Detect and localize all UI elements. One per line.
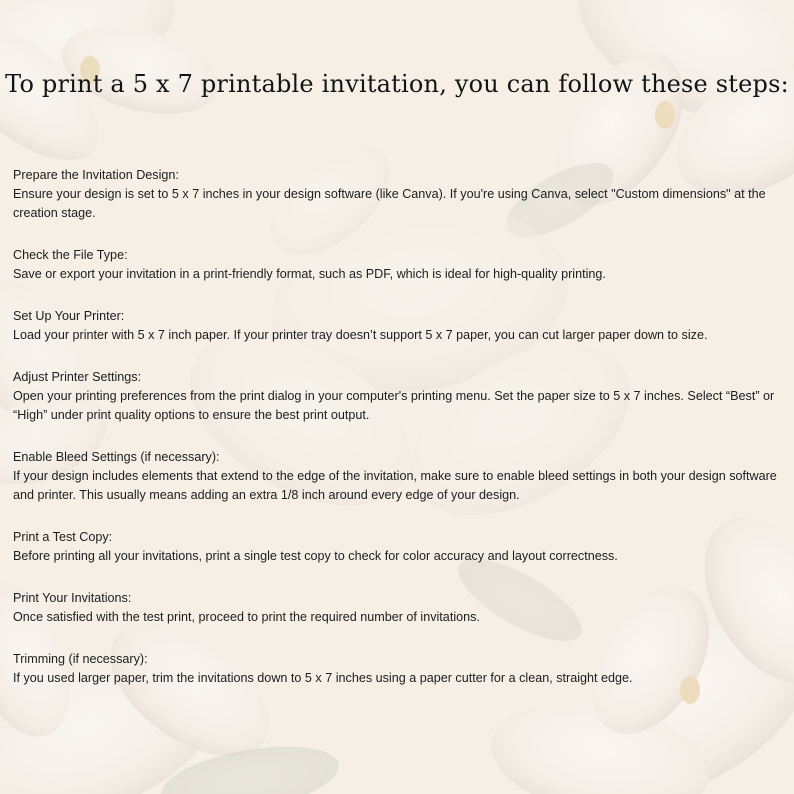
steps-list: [13, 166, 783, 711]
step-heading: Enable Bleed Settings (if necessary):: [13, 450, 220, 464]
step-body: If your design includes elements that extend to the edge of the invitation, make sure to enable bleed settings in both your design software and printer. This usually means adding an extra 1/8 inch around every edge of your design.: [13, 469, 777, 502]
step-body: Before printing all your invitations, print a single test copy to check for color accuracy and layout correctness.: [13, 549, 618, 563]
step-heading: Print Your Invitations:: [13, 591, 132, 605]
step-body: Open your printing preferences from the print dialog in your computer's printing menu. Set the paper size to 5 x 7 inches. Select “Best” or “High” under print quality options to ensure the best print output.: [13, 389, 775, 422]
step-set-up-printer: [13, 307, 783, 345]
step-adjust-printer-settings: [13, 368, 783, 425]
step-heading: Trimming (if necessary):: [13, 652, 148, 666]
step-body: Ensure your design is set to 5 x 7 inches in your design software (like Canva). If you're using Canva, select "Custom dimensions" at the creation stage.: [13, 187, 766, 220]
step-heading: Set Up Your Printer:: [13, 309, 125, 323]
step-body: Load your printer with 5 x 7 inch paper. If your printer tray doesn’t support 5 x 7 paper, you can cut larger paper down to size.: [13, 328, 708, 342]
step-prepare-design: [13, 166, 783, 223]
step-body: If you used larger paper, trim the invitations down to 5 x 7 inches using a paper cutter for a clean, straight edge.: [13, 671, 633, 685]
step-print-invitations: [13, 589, 783, 627]
page-title: To print a 5 x 7 printable invitation, you can follow these steps:: [5, 70, 789, 98]
step-heading: Check the File Type:: [13, 248, 128, 262]
step-check-file-type: [13, 246, 783, 284]
step-body: Once satisfied with the test print, proceed to print the required number of invitations.: [13, 610, 480, 624]
step-print-test-copy: [13, 528, 783, 566]
step-heading: Print a Test Copy:: [13, 530, 113, 544]
step-trimming: [13, 650, 783, 688]
step-heading: Prepare the Invitation Design:: [13, 168, 179, 182]
step-enable-bleed: [13, 448, 783, 505]
step-heading: Adjust Printer Settings:: [13, 370, 142, 384]
step-body: Save or export your invitation in a print-friendly format, such as PDF, which is ideal for high-quality printing.: [13, 267, 606, 281]
